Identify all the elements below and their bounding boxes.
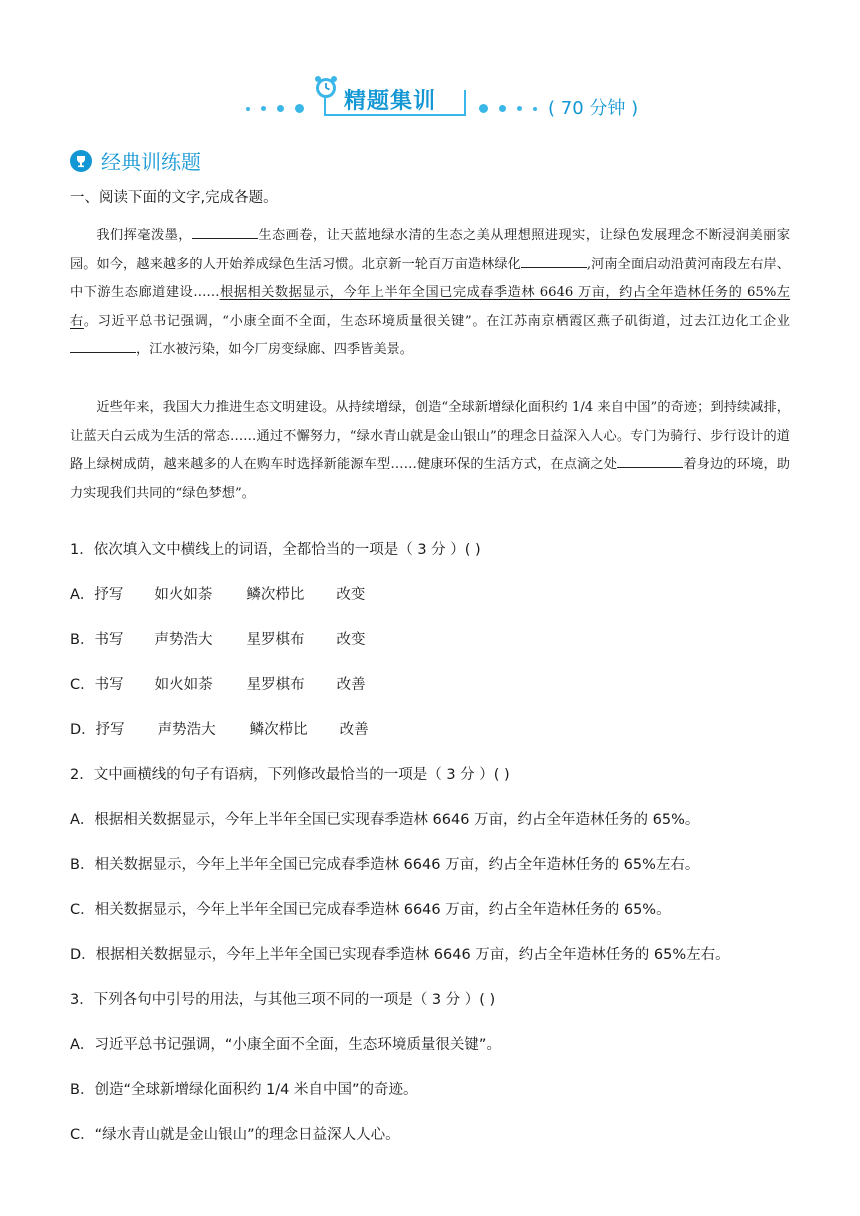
option-word: 鳞次栉比: [246, 587, 305, 603]
q1-option-d[interactable]: [70, 718, 369, 739]
blank-line: [70, 337, 136, 353]
decorative-dots-right: [479, 104, 537, 113]
q2-option-a[interactable]: A．根据相关数据显示，今年上半年全国已实现春季造林 6646 万亩，约占全年造林任务的 65%。: [70, 812, 700, 828]
option-letter: A．: [70, 587, 95, 603]
question-3-stem: 3．下列各句中引号的用法，与其他三项不同的一项是（ 3 分 ）( ): [70, 992, 496, 1008]
option-word: 书写: [94, 632, 124, 648]
part-heading: 一、阅读下面的文字,完成各题。: [70, 190, 278, 206]
option-word: 改变: [336, 587, 366, 603]
option-word: 声势浩大: [157, 722, 216, 738]
q1-option-a[interactable]: [70, 583, 365, 604]
option-word: 改善: [336, 677, 366, 693]
passage-text: 着身边的环境，助力实现我们共同的“绿色梦想”。: [70, 457, 791, 501]
passage-text: 生态画卷，让天蓝地绿水清的生态之美从理想照进现实，让绿色发展理念不断浸润美丽家园。如今，越来越多的人开始养成绿色生活习惯。北京新一轮百万亩造林绿化: [70, 228, 791, 272]
passage-paragraph-2: [70, 394, 790, 508]
option-word: 星罗棋布: [246, 677, 305, 693]
option-word: 星罗棋布: [246, 632, 305, 648]
blank-line: [521, 252, 587, 268]
question-1-stem: 1．依次填入文中横线上的词语，全都恰当的一项是（ 3 分 ）( ): [70, 542, 481, 558]
blank-line: [192, 223, 258, 239]
q1-option-b[interactable]: [70, 628, 365, 649]
trophy-icon: [70, 150, 92, 172]
blank-line: [617, 452, 683, 468]
option-letter: D．: [70, 722, 96, 738]
option-word: 书写: [94, 677, 124, 693]
section-heading: [70, 146, 201, 175]
q2-option-d[interactable]: D．根据相关数据显示，今年上半年全国已实现春季造林 6646 万亩，约占全年造林任务的 65%左右。: [70, 947, 730, 963]
decorative-dots-left: [246, 104, 304, 113]
header-banner: [0, 74, 860, 124]
option-letter: C．: [70, 677, 95, 693]
q3-option-b[interactable]: B．创造“全球新增绿化面积约 1/4 米自中国”的奇迹。: [70, 1082, 418, 1098]
option-letter: B．: [70, 632, 95, 648]
q2-option-c[interactable]: C．相关数据显示，今年上半年全国已完成春季造林 6646 万亩，约占全年造林任务的 65%。: [70, 902, 671, 918]
option-word: 改变: [336, 632, 366, 648]
banner-title: 精题集训: [344, 89, 437, 114]
passage-text: 我们挥毫泼墨，: [96, 228, 192, 243]
passage-text: 。习近平总书记强调，“小康全面不全面，生态环境质量很关键”。在江苏南京栖霞区燕子矶街道，过去江边化工企业: [83, 313, 790, 329]
duration-label: ( 70 分钟 ): [548, 98, 639, 119]
option-word: 抒写: [94, 587, 124, 603]
q1-option-c[interactable]: [70, 673, 366, 694]
question-2-stem: 2．文中画横线的句子有语病，下列修改最恰当的一项是（ 3 分 ）( ): [70, 767, 510, 783]
passage-text: ,河南全面启动沿黄河南段左右岸、中下游生态廊道建设……: [70, 256, 790, 300]
option-word: 如火如荼: [154, 587, 213, 603]
q3-option-c[interactable]: C．“绿水青山就是金山银山”的理念日益深人人心。: [70, 1127, 400, 1143]
alarm-clock-icon: [313, 74, 339, 100]
option-word: 改善: [339, 722, 369, 738]
option-word: 声势浩大: [154, 632, 213, 648]
passage-text: 近些年来，我国大力推进生态文明建设。从持续增绿，创造“全球新增绿化面积约 1/4 来自中国”的奇迹；到持续减排，让蓝天白云成为生活的常态……通过不懈努力，“绿水青山就是金山银山”的理念日益深入人心。专门为骑行、步行设计的道路上绿树成荫，越来越多的人在购车时选择新能源车型……健康环保的生活方式，在点滴之处: [70, 400, 790, 472]
section-title: 经典训练题: [101, 150, 201, 174]
q2-option-b[interactable]: B．相关数据显示，今年上半年全国已完成春季造林 6646 万亩，约占全年造林任务的 65%左右。: [70, 857, 700, 873]
option-word: 如火如荼: [154, 677, 213, 693]
passage-paragraph-1: [70, 222, 790, 365]
q3-option-a[interactable]: A．习近平总书记强调，“小康全面不全面，生态环境质量很关键”。: [70, 1037, 501, 1053]
passage-text: ，江水被污染，如今厂房变绿廊、四季皆美景。: [136, 342, 413, 357]
option-word: 抒写: [95, 722, 125, 738]
option-word: 鳞次栉比: [249, 722, 308, 738]
underlined-sentence: 根据相关数据显示，今年上半年全国已完成春季造林 6646 万亩，约占全年造林任务的 65%左右: [70, 285, 790, 329]
